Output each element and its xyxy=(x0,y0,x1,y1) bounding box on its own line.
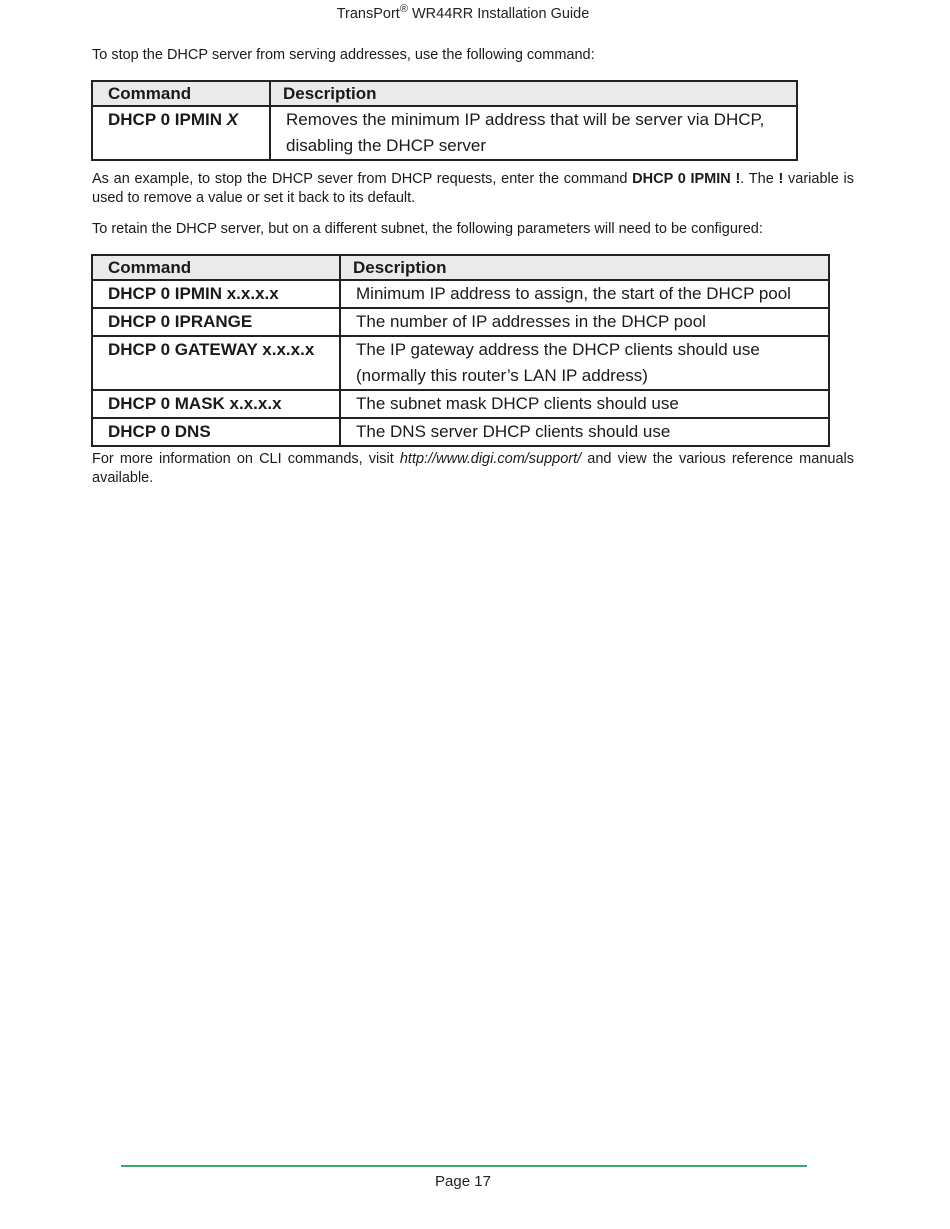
command-cell: DHCP 0 DNS xyxy=(92,418,340,446)
registered-mark: ® xyxy=(399,3,408,15)
table-row xyxy=(92,390,829,418)
description-line: (normally this router’s LAN IP address) xyxy=(356,366,648,385)
example-command: DHCP 0 IPMIN ! xyxy=(632,171,741,187)
table-header-row xyxy=(92,255,829,280)
more-info-paragraph xyxy=(92,450,854,488)
command-cell: DHCP 0 MASK x.x.x.x xyxy=(92,390,340,418)
table-row xyxy=(92,336,829,390)
page-header xyxy=(0,3,926,22)
header-product: TransPort xyxy=(336,5,400,22)
intro-paragraph xyxy=(92,46,854,65)
table-row xyxy=(92,280,829,308)
dhcp-disable-table xyxy=(91,80,798,161)
example-text-part: As an example, to stop the DHCP sever from DHCP requests, enter the command xyxy=(92,171,633,187)
description-cell xyxy=(270,106,797,160)
command-text: DHCP 0 IPMIN xyxy=(108,110,227,129)
description-cell xyxy=(340,336,829,390)
table-header-row xyxy=(92,81,797,106)
retain-paragraph xyxy=(92,220,854,239)
support-link[interactable]: http://www.digi.com/support/ xyxy=(399,451,582,467)
command-cell xyxy=(92,106,270,160)
command-cell: DHCP 0 GATEWAY x.x.x.x xyxy=(92,336,340,390)
column-header-description: Description xyxy=(340,255,829,280)
column-header-command: Command xyxy=(92,81,270,106)
description-cell: Minimum IP address to assign, the start of the DHCP pool xyxy=(340,280,829,308)
intro-text: To stop the DHCP server from serving addresses, use the following command: xyxy=(92,47,595,63)
description-line: The IP gateway address the DHCP clients should use xyxy=(356,340,760,359)
column-header-command: Command xyxy=(92,255,340,280)
description-cell: The subnet mask DHCP clients should use xyxy=(340,390,829,418)
example-bang: ! xyxy=(778,171,784,187)
description-cell: The number of IP addresses in the DHCP pool xyxy=(340,308,829,336)
description-line: Removes the minimum IP address that will be server via DHCP, xyxy=(286,110,765,129)
retain-text: To retain the DHCP server, but on a different subnet, the following parameters will need to be configured: xyxy=(92,221,763,237)
description-cell: The DNS server DHCP clients should use xyxy=(340,418,829,446)
page-number: Page 17 xyxy=(435,1173,491,1190)
example-text-part: variable is used to remove a value or set it back to its default. xyxy=(92,171,855,206)
more-info-text-part: and view the various reference manuals available. xyxy=(92,451,854,486)
example-paragraph xyxy=(92,170,854,208)
table-row xyxy=(92,106,797,160)
command-cell: DHCP 0 IPRANGE xyxy=(92,308,340,336)
example-text xyxy=(92,170,854,208)
dhcp-subnet-table xyxy=(91,254,830,447)
header-title-rest: WR44RR Installation Guide xyxy=(407,5,590,22)
table-row xyxy=(92,308,829,336)
command-variable: X xyxy=(226,110,239,129)
example-text-part: . The xyxy=(740,171,779,187)
more-info-text xyxy=(92,450,854,488)
description-line: disabling the DHCP server xyxy=(286,136,486,155)
column-header-description: Description xyxy=(270,81,797,106)
more-info-text-part: For more information on CLI commands, visit xyxy=(92,451,400,467)
footer-rule xyxy=(121,1165,807,1167)
command-cell: DHCP 0 IPMIN x.x.x.x xyxy=(92,280,340,308)
table-row xyxy=(92,418,829,446)
